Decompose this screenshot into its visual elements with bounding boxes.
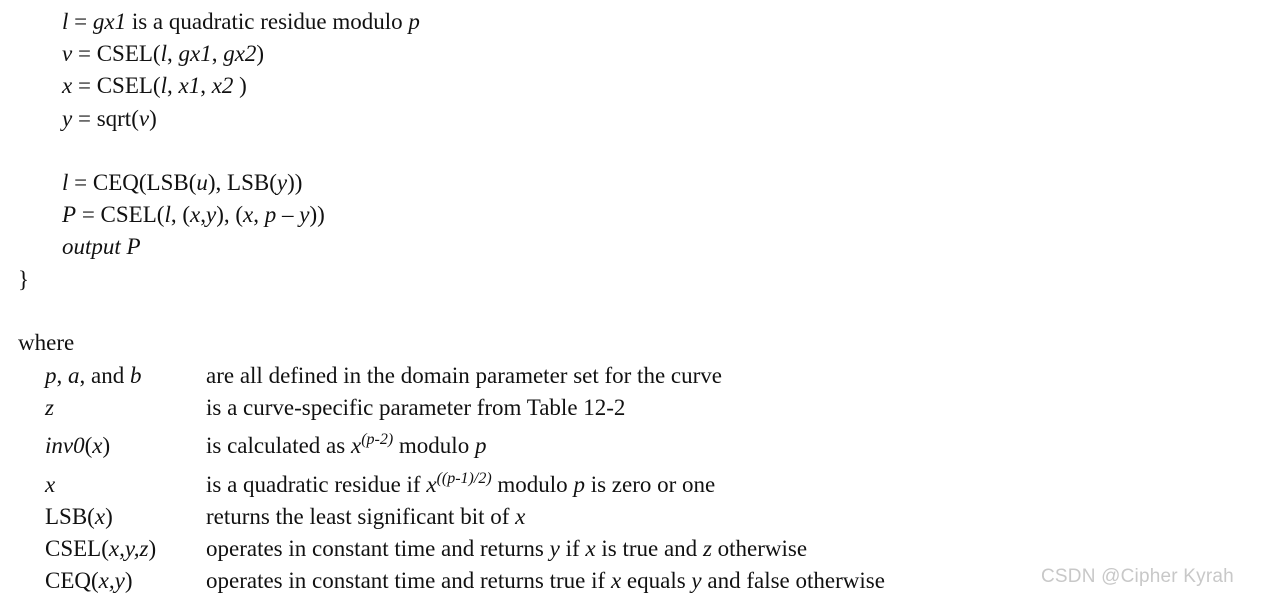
var-a: a	[68, 363, 80, 388]
definition-term	[45, 362, 141, 390]
text: operates in constant time and returns true if	[206, 568, 611, 593]
text: is a quadratic residue if	[206, 472, 427, 497]
exponent: (p-2)	[361, 431, 394, 448]
text: (	[84, 433, 93, 458]
var-x2: x2	[211, 73, 234, 98]
definition-desc	[206, 503, 525, 531]
var-p: p	[474, 433, 487, 458]
var-p: p	[264, 202, 277, 227]
var-u: u	[196, 170, 208, 195]
var-b: b	[129, 363, 142, 388]
watermark: CSDN @Cipher Kyrah	[1041, 566, 1234, 587]
code-line-l-ceq	[62, 169, 302, 197]
output-statement: output P	[62, 234, 141, 259]
var-y: y	[276, 170, 288, 195]
var-gx1: gx1	[178, 41, 212, 66]
var-l: l	[164, 202, 171, 227]
text: modulo	[491, 472, 574, 497]
var-p: p	[573, 472, 585, 497]
text: = CEQ(LSB(	[68, 170, 197, 195]
definition-term	[45, 394, 54, 422]
var-gx2: gx2	[223, 41, 257, 66]
var-x: x	[94, 504, 106, 529]
var-x: x	[426, 472, 437, 497]
var-y: y	[691, 568, 702, 593]
text: , (	[170, 202, 190, 227]
fn-inv0: inv0	[45, 433, 85, 458]
var-l: l	[160, 41, 167, 66]
code-line-y-sqrt	[62, 105, 157, 133]
var-y: y	[62, 106, 73, 131]
text: ))	[287, 170, 303, 195]
definition-desc	[206, 535, 807, 563]
var-args: x,y	[98, 568, 125, 593]
var-l: l	[160, 73, 167, 98]
definition-term	[45, 503, 113, 531]
equals: =	[68, 9, 93, 34]
text: , and	[79, 363, 130, 388]
text: is zero or one	[584, 472, 716, 497]
definition-desc	[206, 567, 885, 595]
text: equals	[621, 568, 692, 593]
var-P: P	[62, 202, 77, 227]
definition-term	[45, 567, 133, 595]
text: otherwise	[711, 536, 808, 561]
var-x: x	[243, 202, 254, 227]
definition-desc	[206, 432, 486, 460]
var-x1: x1	[178, 73, 201, 98]
definition-term	[45, 471, 55, 499]
text: returns the least significant bit of	[206, 504, 516, 529]
text: )	[149, 106, 157, 131]
text: is a quadratic residue modulo	[126, 9, 409, 34]
var-x: x	[350, 433, 362, 458]
text: is calculated as	[206, 433, 351, 458]
code-line-output	[62, 233, 141, 261]
var-x: x	[190, 202, 201, 227]
text: = CSEL(	[76, 202, 165, 227]
definition-desc: are all defined in the domain parameter set for the curve	[206, 363, 722, 388]
text: modulo	[393, 433, 475, 458]
text: if	[559, 536, 586, 561]
fn-csel: CSEL(	[45, 536, 109, 561]
var-z: z	[702, 536, 712, 561]
code-line-x-csel	[62, 72, 247, 100]
var-y: y	[205, 202, 217, 227]
exponent: ((p-1)/2)	[436, 470, 492, 487]
text: ), LSB(	[207, 170, 277, 195]
text: ,	[56, 363, 68, 388]
text: )	[102, 433, 111, 458]
var-v: v	[62, 41, 73, 66]
text: and false otherwise	[701, 568, 885, 593]
var-x: x	[585, 536, 596, 561]
definition-desc: is a curve-specific parameter from Table 12-2	[206, 395, 626, 420]
var-gx1: gx1	[92, 9, 127, 34]
var-p: p	[45, 363, 57, 388]
where-label: where	[18, 330, 75, 355]
code-line-l-quadratic-residue	[62, 8, 420, 36]
fn-ceq: CEQ(	[45, 568, 99, 593]
var-l: l	[62, 170, 69, 195]
text: ,	[166, 73, 179, 98]
text: ,	[200, 202, 206, 227]
closing-brace: }	[18, 267, 30, 292]
var-y: y	[549, 536, 560, 561]
text: is true and	[595, 536, 703, 561]
var-z: z	[45, 395, 54, 420]
definition-term	[45, 432, 110, 460]
fn-lsb: LSB(	[45, 504, 95, 529]
text: )	[105, 504, 113, 529]
text: = CSEL(	[72, 41, 161, 66]
var-l: l	[62, 9, 69, 34]
text: ,	[211, 41, 224, 66]
text: ))	[309, 202, 325, 227]
var-x: x	[62, 73, 73, 98]
var-p: p	[408, 9, 420, 34]
var-y: y	[299, 202, 310, 227]
text: )	[233, 73, 247, 98]
text: = CSEL(	[72, 73, 161, 98]
var-x: x	[515, 504, 526, 529]
text: ,	[166, 41, 179, 66]
var-x: x	[610, 568, 622, 593]
text: )	[148, 536, 157, 561]
text: = sqrt(	[72, 106, 139, 131]
code-line-v-csel	[62, 40, 264, 68]
code-line-P-csel	[62, 201, 325, 229]
text: )	[256, 41, 265, 66]
var-args: x,y,z	[108, 536, 149, 561]
var-v: v	[138, 106, 150, 131]
var-x: x	[45, 472, 56, 497]
var-x: x	[92, 433, 103, 458]
text: )	[124, 568, 133, 593]
definition-desc	[206, 471, 715, 499]
text: ,	[200, 73, 212, 98]
text: ), (	[216, 202, 244, 227]
text: operates in constant time and returns	[206, 536, 550, 561]
text: ,	[253, 202, 265, 227]
definition-term	[45, 535, 156, 563]
text: –	[276, 202, 300, 227]
